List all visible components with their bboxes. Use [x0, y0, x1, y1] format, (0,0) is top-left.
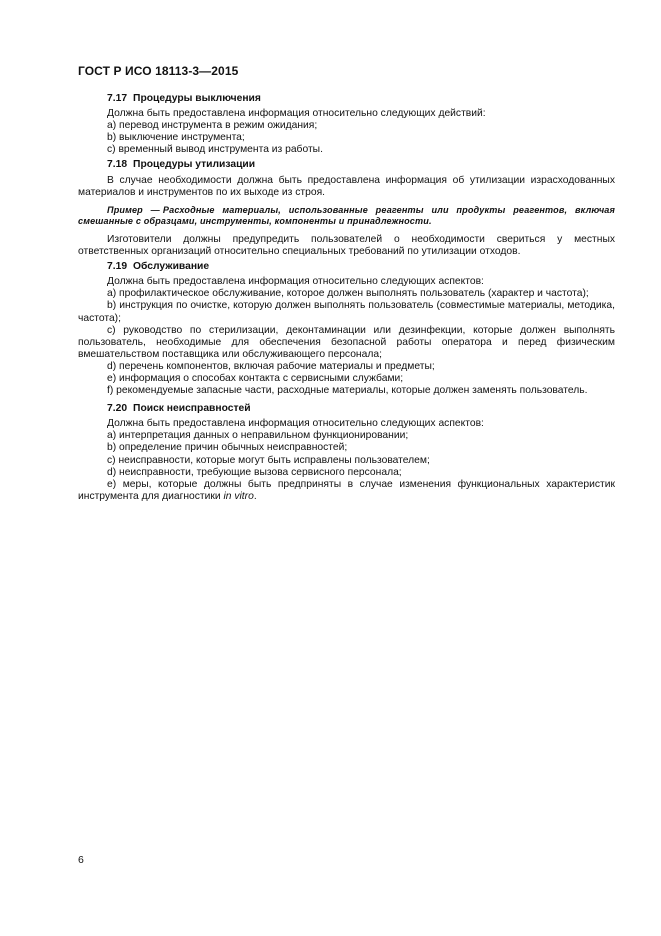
- section-number: 7.18: [107, 159, 128, 171]
- example-label: Пример —: [107, 204, 160, 215]
- section-7-17-intro: Должна быть предоставлена информация относительно следующих действий:: [107, 108, 486, 120]
- section-7-18-paragraph: В случае необходимости должна быть предоставлена информация об утилизации израсходованных материалов и инструментов по их выходе из строя.: [78, 174, 615, 198]
- section-title: Обслуживание: [133, 261, 210, 273]
- document-header: ГОСТ Р ИСО 18113-3—2015: [78, 64, 239, 78]
- page-content: [78, 93, 615, 503]
- list-item: b) определение причин обычных неисправностей;: [107, 442, 348, 454]
- section-title: Процедуры выключения: [133, 93, 261, 104]
- list-item: a) профилактическое обслуживание, которое должен выполнять пользователь (характер и частота);: [107, 288, 589, 300]
- section-7-20-heading: [78, 403, 615, 415]
- section-7-19-heading: [78, 261, 615, 273]
- page-number: 6: [78, 854, 84, 866]
- list-item: e) информация о способах контакта с сервисными службами;: [107, 372, 404, 384]
- list-item: c) временный вывод инструмента из работы.: [107, 144, 323, 156]
- example-text: Расходные материалы, использованные реагенты или продукты реагентов, включая смешанные с образцами, инструменты, компоненты и принадлежности.: [78, 204, 616, 227]
- section-7-17-heading: [78, 93, 615, 105]
- list-item: a) интерпретация данных о неправильном функционировании;: [107, 430, 409, 442]
- list-item: d) неисправности, требующие вызова сервисного персонала;: [107, 466, 402, 478]
- section-7-20-intro: Должна быть предоставлена информация относительно следующих аспектов:: [107, 418, 484, 430]
- section-7-19-intro: Должна быть предоставлена информация относительно следующих аспектов:: [107, 276, 484, 288]
- list-item: c) неисправности, которые могут быть исправлены пользователем;: [107, 454, 430, 466]
- list-item: b) выключение инструмента;: [107, 132, 245, 144]
- section-title: Поиск неисправностей: [133, 403, 251, 415]
- section-number: 7.17: [107, 93, 128, 104]
- section-7-18-paragraph-2: Изготовители должны предупредить пользователей о необходимости свериться у местных ответственных организаций относительно специальных требований по утилизации отходов.: [78, 233, 615, 258]
- section-title: Процедуры утилизации: [133, 159, 256, 171]
- list-item: b) инструкция по очистке, которую должен выполнять пользователь (совместимые материалы, методика, частота);: [78, 300, 615, 324]
- list-item: d) перечень компонентов, включая рабочие материалы и предметы;: [107, 360, 435, 372]
- example-note: [78, 205, 615, 228]
- list-item: c) руководство по стерилизации, деконтаминации или дезинфекции, которые должен выполнять пользователь, необходимые для обеспечения безопасной работы оператора и перед физическим вмешательством поставщика или обслуживающего персонала;: [78, 324, 615, 360]
- section-number: 7.20: [107, 403, 128, 415]
- section-7-18-heading: [78, 159, 615, 171]
- list-item: f) рекомендуемые запасные части, расходные материалы, которые должен заменять пользователь.: [107, 385, 588, 397]
- list-item-text: e) меры, которые должны быть предприняты в случае изменения функциональных характеристик инструмента для диагностики: [78, 478, 615, 502]
- list-item: [78, 479, 615, 503]
- section-number: 7.19: [107, 261, 128, 273]
- italic-term: in vitro: [223, 490, 254, 502]
- list-item: a) перевод инструмента в режим ожидания;: [107, 120, 318, 132]
- list-item-end: .: [253, 490, 257, 502]
